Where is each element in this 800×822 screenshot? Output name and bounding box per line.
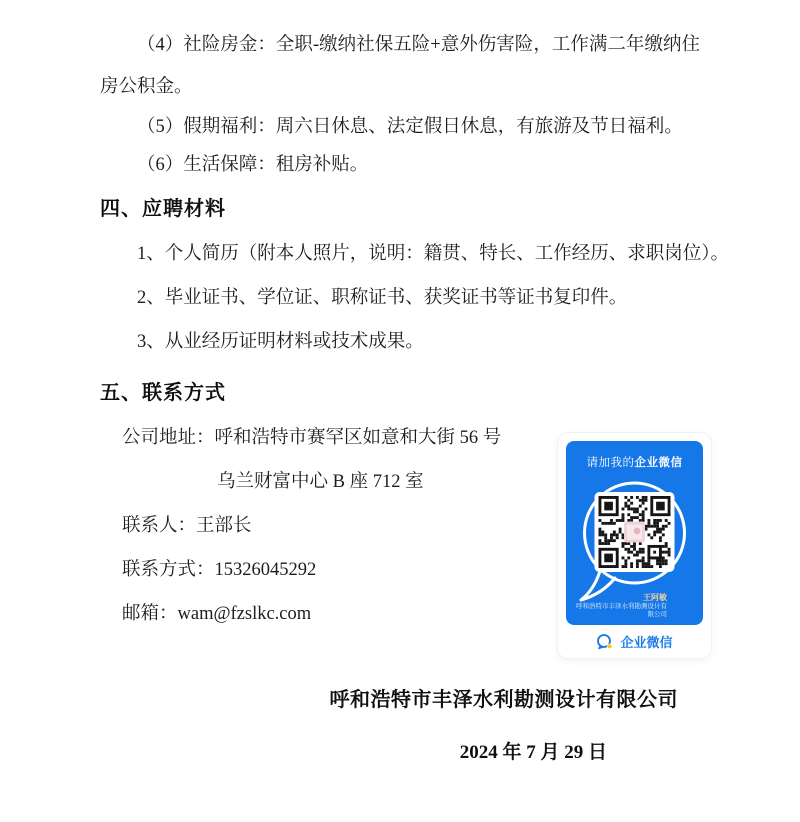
contact-person: 联系人：王部长 — [122, 516, 252, 536]
wecom-footer — [558, 625, 711, 658]
material-item-2: 2、毕业证书、学位证、职称证书、获奖证书等证书复印件。 — [137, 288, 628, 308]
section-heading-contact: 五、联系方式 — [100, 382, 226, 404]
contact-address-line1: 公司地址：呼和浩特市赛罕区如意和大街 56 号 — [122, 428, 502, 448]
qr-code — [595, 492, 675, 572]
wecom-logo-icon — [596, 633, 614, 651]
qr-owner-name: 王阿敏 — [643, 593, 667, 602]
benefit-paragraph-6: （6）生活保障：租房补贴。 — [137, 155, 369, 175]
document-date: 2024 年 7 月 29 日 — [459, 742, 607, 763]
contact-address-line2: 乌兰财富中心 B 座 712 室 — [217, 472, 424, 492]
company-signature: 呼和浩特市丰泽水利勘测设计有限公司 — [329, 689, 678, 711]
wecom-logo-text: 企业微信 — [620, 635, 673, 650]
qr-card-title — [566, 454, 703, 470]
qr-card-title-bold: 企业微信 — [634, 457, 683, 469]
qr-avatar — [624, 522, 645, 543]
qr-owner-company-line1: 呼和浩特市丰泽水利勘测设计有 — [576, 603, 667, 610]
benefit-paragraph-5: （5）假期福利：周六日休息、法定假日休息，有旅游及节日福利。 — [137, 117, 683, 137]
qr-card-title-prefix: 请加我的 — [586, 457, 635, 469]
section-heading-application-materials: 四、应聘材料 — [100, 198, 226, 220]
material-item-1: 1、个人简历（附本人照片，说明：籍贯、特长、工作经历、求职岗位）。 — [137, 244, 730, 264]
contact-phone: 联系方式：15326045292 — [122, 560, 317, 580]
wecom-qr-card — [558, 433, 711, 658]
qr-owner-block — [576, 593, 667, 619]
qr-owner-company-line2: 限公司 — [647, 611, 667, 618]
contact-email: 邮箱：wam@fzslkc.com — [122, 604, 312, 624]
material-item-3: 3、从业经历证明材料或技术成果。 — [137, 332, 424, 352]
wecom-qr-card-blue-panel — [566, 441, 703, 625]
benefit-paragraph-4: （4）社险房金：全职-缴纳社保五险+意外伤害险，工作满二年缴纳住房公积金。 — [100, 35, 700, 97]
